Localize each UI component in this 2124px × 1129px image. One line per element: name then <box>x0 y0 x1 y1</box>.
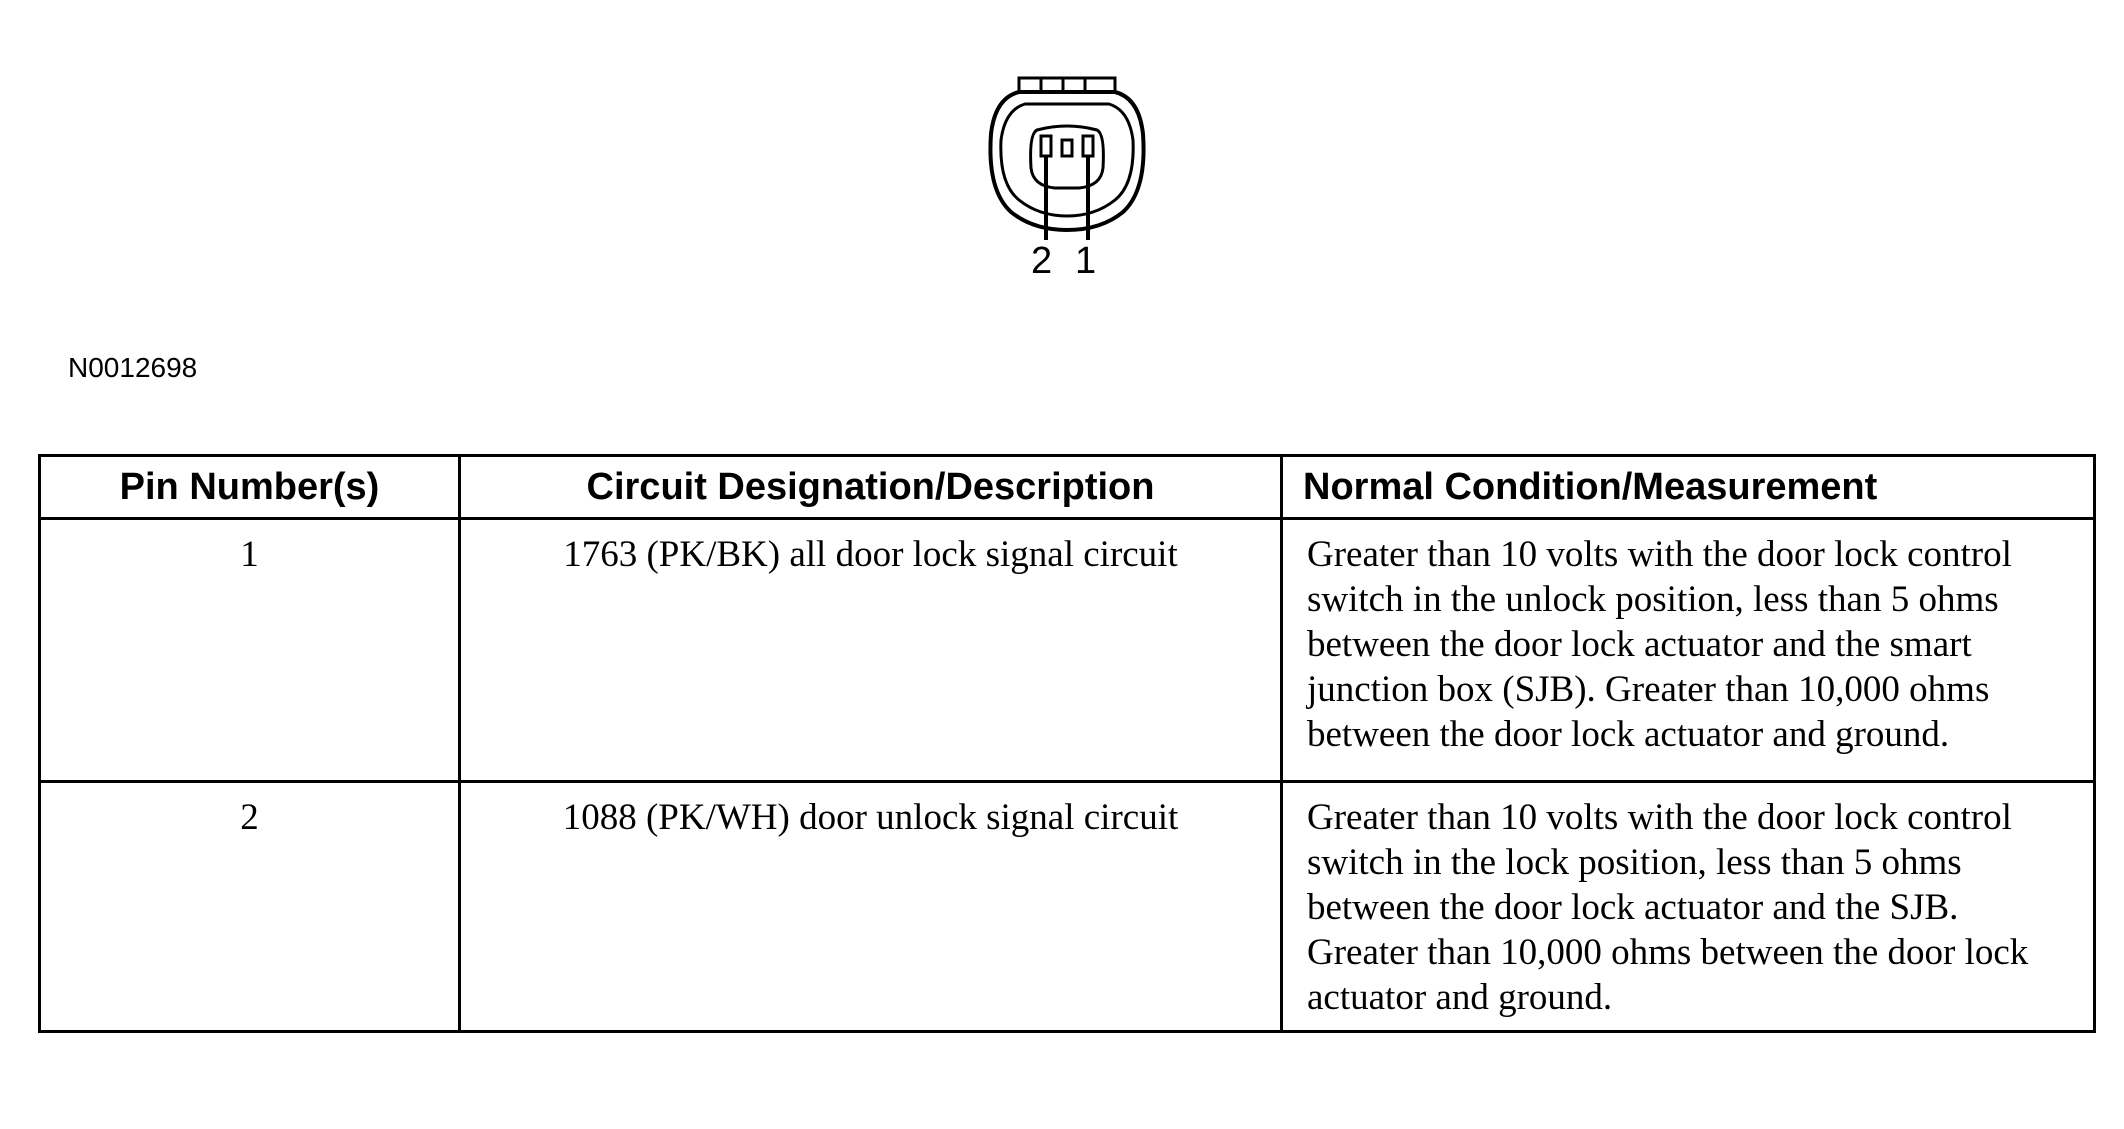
cell-condition: Greater than 10 volts with the door lock control switch in the unlock position, less than 5 ohms between the door lock actuator and the smart junction box (SJB). Greater than 10,000 ohms between the door lock actuator and ground. <box>1282 519 2095 782</box>
pinout-table <box>38 454 2096 1033</box>
cell-circuit: 1088 (PK/WH) door unlock signal circuit <box>460 782 1282 1032</box>
cell-circuit: 1763 (PK/BK) all door lock signal circuit <box>460 519 1282 782</box>
cell-pin: 2 <box>40 782 460 1032</box>
pin-label-1: 1 <box>1075 240 1097 282</box>
header-pin-number: Pin Number(s) <box>40 456 460 519</box>
header-condition: Normal Condition/Measurement <box>1282 456 2095 519</box>
cell-pin: 1 <box>40 519 460 782</box>
figure-id: N0012698 <box>68 352 198 383</box>
table-row <box>40 782 2095 1032</box>
cell-condition: Greater than 10 volts with the door lock control switch in the lock position, less than 5 ohms between the door lock actuator and the SJB. Greater than 10,000 ohms between the door lock actuator and ground. <box>1282 782 2095 1032</box>
header-circuit: Circuit Designation/Description <box>460 456 1282 519</box>
table-row <box>40 519 2095 782</box>
table-header-row <box>40 456 2095 519</box>
pin-label-2: 2 <box>1031 240 1053 282</box>
